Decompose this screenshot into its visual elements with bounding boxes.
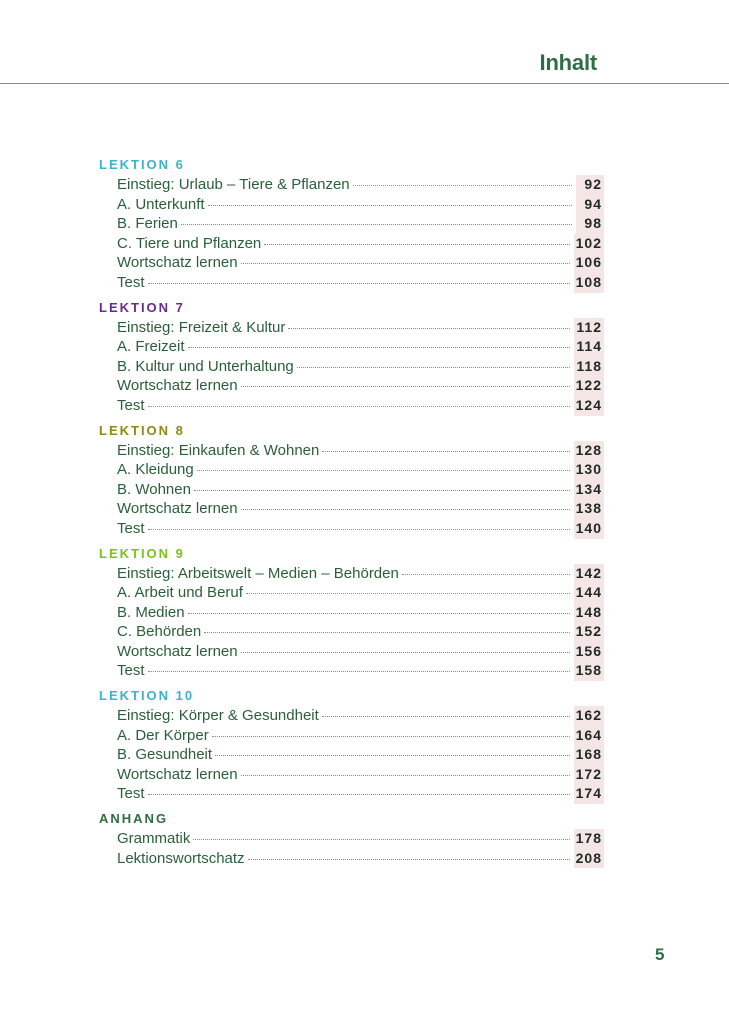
toc-page-number: 94 xyxy=(576,195,604,215)
toc-page-number: 168 xyxy=(574,745,604,765)
dot-leader xyxy=(188,613,570,614)
section-heading: LEKTION 8 xyxy=(99,422,185,438)
toc-entry[interactable] xyxy=(99,357,604,377)
toc-entry[interactable] xyxy=(99,214,604,234)
toc-section xyxy=(99,809,604,868)
toc-entry[interactable] xyxy=(99,499,604,519)
toc-entry[interactable] xyxy=(99,829,604,849)
toc-entry[interactable] xyxy=(99,195,604,215)
toc-page-number: 162 xyxy=(574,706,604,726)
toc-entry[interactable] xyxy=(99,765,604,785)
dot-leader xyxy=(148,794,570,795)
section-heading: LEKTION 7 xyxy=(99,299,185,315)
dot-leader xyxy=(353,185,572,186)
dot-leader xyxy=(148,529,570,530)
toc-entry[interactable] xyxy=(99,849,604,869)
toc-page-number: 140 xyxy=(574,519,604,539)
dot-leader xyxy=(241,775,570,776)
toc-entry-label: Grammatik xyxy=(117,830,191,848)
toc-entry-label: Test xyxy=(117,396,145,414)
dot-leader xyxy=(204,632,569,633)
toc-page-number: 172 xyxy=(574,765,604,785)
toc-entry-label: B. Medien xyxy=(117,603,185,621)
toc-entry[interactable] xyxy=(99,583,604,603)
toc-page-number: 108 xyxy=(574,273,604,293)
toc-entry[interactable] xyxy=(99,706,604,726)
toc-page-number: 102 xyxy=(574,234,604,254)
page-number: 5 xyxy=(655,945,665,964)
toc-entry-label: A. Der Körper xyxy=(117,726,209,744)
toc-entry-label: Einstieg: Körper & Gesundheit xyxy=(117,707,319,725)
toc-entry-label: A. Freizeit xyxy=(117,338,185,356)
toc-entry[interactable] xyxy=(99,564,604,584)
section-heading: ANHANG xyxy=(99,811,169,827)
toc-entry[interactable] xyxy=(99,318,604,338)
toc-entry-label: Test xyxy=(117,785,145,803)
dot-leader xyxy=(241,386,570,387)
toc-page-number: 134 xyxy=(574,480,604,500)
toc-page-number: 208 xyxy=(574,849,604,869)
toc-entry[interactable] xyxy=(99,726,604,746)
toc-page-number: 158 xyxy=(574,661,604,681)
toc-page-number: 174 xyxy=(574,784,604,804)
toc-entry-label: Test xyxy=(117,273,145,291)
toc-section xyxy=(99,421,604,539)
toc-section xyxy=(99,544,604,682)
dot-leader xyxy=(264,244,569,245)
toc-entry-label: C. Behörden xyxy=(117,623,202,641)
dot-leader xyxy=(148,671,570,672)
toc-entry-label: B. Wohnen xyxy=(117,480,191,498)
dot-leader xyxy=(288,328,570,329)
toc-entry[interactable] xyxy=(99,234,604,254)
toc-entry-label: Einstieg: Urlaub – Tiere & Pflanzen xyxy=(117,176,350,193)
toc-page-number: 98 xyxy=(576,214,604,234)
dot-leader xyxy=(188,347,571,348)
toc-entry-label: Wortschatz lernen xyxy=(117,642,238,660)
toc-entry-label: Wortschatz lernen xyxy=(117,254,238,272)
toc-section xyxy=(99,155,604,293)
dot-leader xyxy=(322,451,569,452)
section-heading: LEKTION 10 xyxy=(99,688,195,704)
toc-entry-label: Test xyxy=(117,519,145,537)
dot-leader xyxy=(197,470,570,471)
toc-page-number: 106 xyxy=(574,253,604,273)
toc-entry[interactable] xyxy=(99,396,604,416)
toc-entry-label: A. Arbeit und Beruf xyxy=(117,584,243,602)
toc-entry[interactable] xyxy=(99,745,604,765)
toc-entry-label: B. Ferien xyxy=(117,215,178,233)
toc-entry[interactable] xyxy=(99,519,604,539)
toc-page-number: 144 xyxy=(574,583,604,603)
toc-entry-label: A. Kleidung xyxy=(117,461,194,479)
toc-page-number: 148 xyxy=(574,603,604,623)
toc-page-number: 178 xyxy=(574,829,604,849)
section-heading: LEKTION 9 xyxy=(99,545,185,561)
dot-leader xyxy=(215,755,570,756)
dot-leader xyxy=(241,652,570,653)
toc-entry-label: B. Gesundheit xyxy=(117,746,213,764)
dot-leader xyxy=(181,224,572,225)
toc-entry-label: B. Kultur und Unterhaltung xyxy=(117,357,294,375)
toc-entry[interactable] xyxy=(99,622,604,642)
toc-entry[interactable] xyxy=(99,784,604,804)
toc-entry[interactable] xyxy=(99,661,604,681)
toc-page-number: 152 xyxy=(574,622,604,642)
dot-leader xyxy=(194,490,570,491)
dot-leader xyxy=(297,367,571,368)
toc-entry[interactable] xyxy=(99,253,604,273)
dot-leader xyxy=(248,859,570,860)
dot-leader xyxy=(246,593,570,594)
toc-page-number: 164 xyxy=(574,726,604,746)
toc-entry-label: Test xyxy=(117,662,145,680)
toc-entry-label: Lektionswortschatz xyxy=(117,849,245,867)
toc-entry[interactable] xyxy=(99,460,604,480)
toc-page-number: 114 xyxy=(574,337,604,357)
toc-page-number: 118 xyxy=(574,357,604,377)
toc-page-number: 112 xyxy=(574,318,604,338)
dot-leader xyxy=(193,839,569,840)
dot-leader xyxy=(212,736,570,737)
toc-entry-label: C. Tiere und Pflanzen xyxy=(117,234,262,252)
dot-leader xyxy=(241,263,570,264)
toc-entry[interactable] xyxy=(99,376,604,396)
dot-leader xyxy=(241,509,570,510)
toc-entry-label: Einstieg: Freizeit & Kultur xyxy=(117,318,286,336)
dot-leader xyxy=(208,205,572,206)
dot-leader xyxy=(148,406,570,407)
table-of-contents xyxy=(99,155,604,873)
header-divider xyxy=(0,83,729,84)
toc-entry[interactable] xyxy=(99,603,604,623)
toc-entry[interactable] xyxy=(99,441,604,461)
toc-section xyxy=(99,686,604,804)
toc-page-number: 124 xyxy=(574,396,604,416)
dot-leader xyxy=(402,574,570,575)
toc-entry-label: Einstieg: Einkaufen & Wohnen xyxy=(117,441,320,459)
toc-entry-label: A. Unterkunft xyxy=(117,195,205,213)
toc-page-number: 92 xyxy=(576,175,604,195)
toc-entry[interactable] xyxy=(99,337,604,357)
toc-page-number: 122 xyxy=(574,376,604,396)
page-title: Inhalt xyxy=(539,50,597,75)
toc-page-number: 138 xyxy=(574,499,604,519)
toc-section xyxy=(99,298,604,416)
toc-page-number: 142 xyxy=(574,564,604,584)
toc-entry-label: Einstieg: Arbeitswelt – Medien – Behörden xyxy=(117,564,399,582)
toc-page-number: 128 xyxy=(574,441,604,461)
toc-entry-label: Wortschatz lernen xyxy=(117,765,238,783)
toc-entry[interactable] xyxy=(99,175,604,195)
toc-page-number: 156 xyxy=(574,642,604,662)
section-heading: LEKTION 6 xyxy=(99,157,185,172)
toc-entry[interactable] xyxy=(99,642,604,662)
dot-leader xyxy=(322,716,570,717)
toc-entry-label: Wortschatz lernen xyxy=(117,500,238,518)
toc-page-number: 130 xyxy=(574,460,604,480)
dot-leader xyxy=(148,283,570,284)
toc-entry[interactable] xyxy=(99,273,604,293)
toc-entry-label: Wortschatz lernen xyxy=(117,377,238,395)
toc-entry[interactable] xyxy=(99,480,604,500)
